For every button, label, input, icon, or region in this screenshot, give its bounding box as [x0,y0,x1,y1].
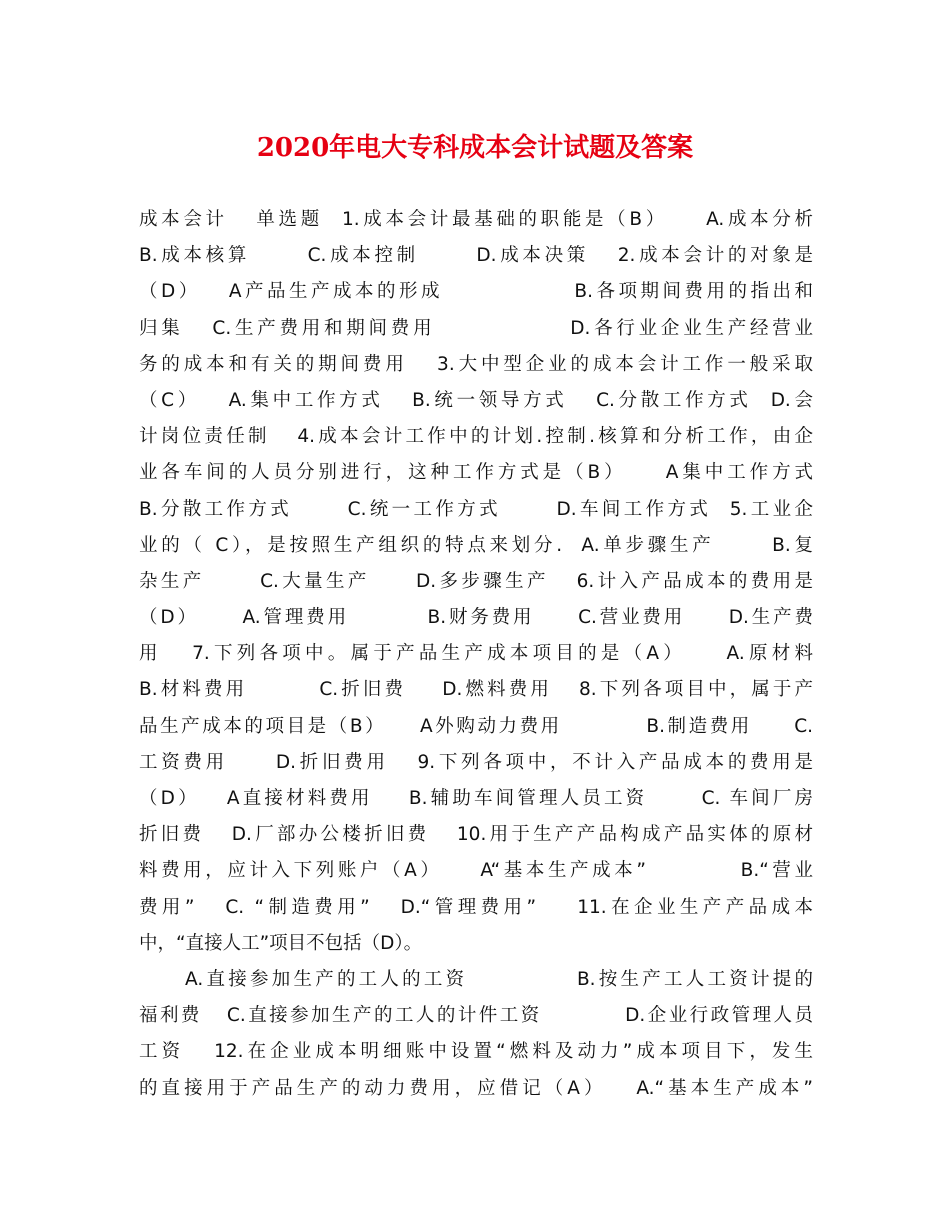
text-line: 杂生产 C.大量生产 D.多步骤生产 6.计入产品成本的费用是 [139,570,813,592]
text-line: （D） A产品生产成本的形成 B.各项期间费用的指出和 [139,281,813,303]
text-line: 福利费 C.直接参加生产的工人的计件工资 D.企业行政管理人员 [139,1005,813,1027]
text-line: A.直接参加生产的工人的工资 B.按生产工人工资计提的 [185,968,813,990]
text-line: 折旧费 D.厂部办公楼折旧费 10.用于生产产品构成产品实体的原材 [139,824,813,846]
text-line: 业各车间的人员分别进行，这种工作方式是（B） A集中工作方式 [139,462,813,484]
text-line: B.材料费用 C.折旧费 D.燃料费用 8.下列各项目中，属于产 [139,679,813,701]
text-line: 中，“直接人工”项目不包括（D）。 [139,932,423,954]
text-line: 费用” C. “制造费用” D.“管理费用” 11.在企业生产产品成本 [139,896,813,918]
text-line: 业的（ C），是按照生产组织的特点来划分. A.单步骤生产 B.复 [139,534,813,556]
text-line: 品生产成本的项目是（B） A外购动力费用 B.制造费用 C. [139,715,813,737]
text-line: B.成本核算 C.成本控制 D.成本决策 2.成本会计的对象是 [139,245,813,267]
text-line: 计岗位责任制 4.成本会计工作中的计划.控制.核算和分析工作，由企 [139,426,813,448]
text-line: B.分散工作方式 C.统一工作方式 D.车间工作方式 5.工业企 [139,498,813,520]
text-line: 用 7.下列各项中。属于产品生产成本项目的是（A） A.原材料 [139,643,813,665]
text-line: 工资 12.在企业成本明细账中设置“燃料及动力”成本项目下，发生 [139,1041,813,1063]
document-body [139,202,813,1107]
text-line: （C） A.集中工作方式 B.统一领导方式 C.分散工作方式 D.会 [139,389,813,411]
text-line: 工资费用 D.折旧费用 9.下列各项中，不计入产品成本的费用是 [139,751,813,773]
text-line: 归集 C.生产费用和期间费用 D.各行业企业生产经营业 [139,317,813,339]
text-line: （D） A.管理费用 B.财务费用 C.营业费用 D.生产费 [139,607,813,629]
text-line: （D） A直接材料费用 B.辅助车间管理人员工资 C. 车间厂房 [139,788,813,809]
text-line: 成本会计 单选题 1.成本会计最基础的职能是（B） A.成本分析 [139,209,813,230]
text-line: 的直接用于产品生产的动力费用，应借记（A） A.“基本生产成本” [139,1077,813,1099]
document-title: 2020年电大专科成本会计试题及答案 [256,133,694,163]
text-line: 料费用，应计入下列账户（A） A“基本生产成本” B.“营业 [139,860,813,882]
text-line: 务的成本和有关的期间费用 3.大中型企业的成本会计工作一般采取 [139,353,813,375]
